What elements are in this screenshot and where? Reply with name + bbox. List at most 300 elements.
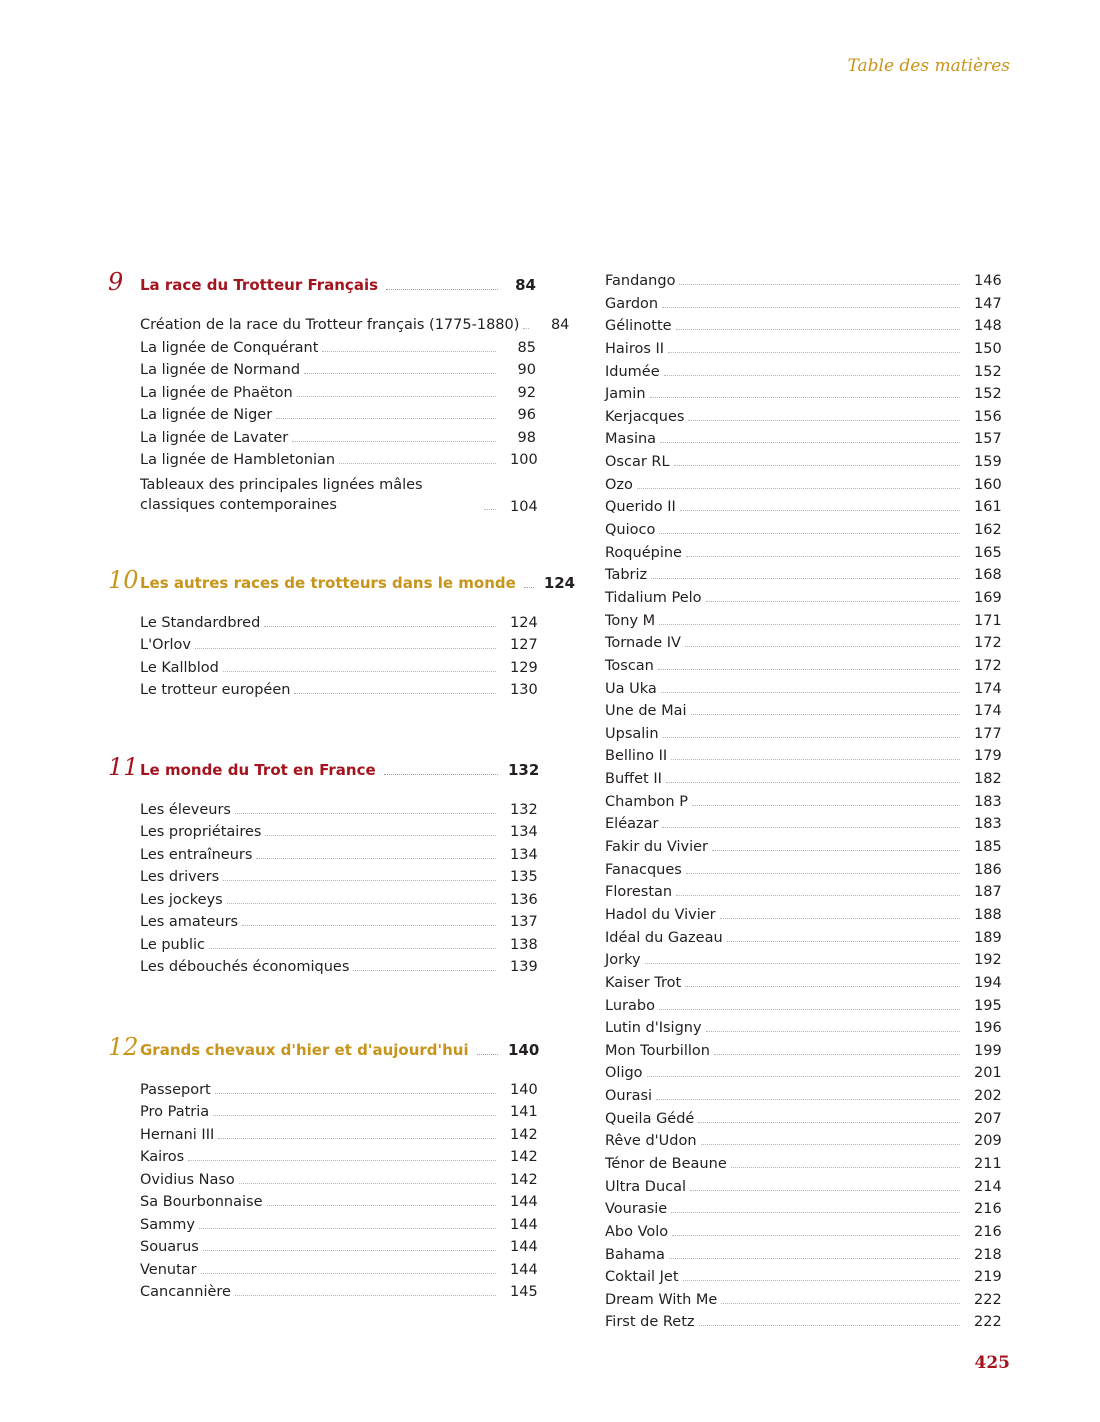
leader-dots <box>720 918 960 919</box>
toc-entry[interactable] <box>605 658 1000 681</box>
toc-entry[interactable] <box>605 771 1000 794</box>
leader-dots <box>664 375 960 376</box>
leader-dots <box>685 646 960 647</box>
entry-page: 138 <box>510 936 538 953</box>
toc-entry[interactable] <box>605 1088 1000 1111</box>
entry-label: Le public <box>140 936 205 953</box>
toc-entry[interactable] <box>605 1133 1000 1156</box>
toc-entry[interactable] <box>605 1179 1000 1202</box>
toc-entry[interactable] <box>140 1149 536 1172</box>
entry-page: 186 <box>974 861 1002 878</box>
toc-entry[interactable] <box>605 862 1000 885</box>
entry-page: 196 <box>974 1020 1002 1037</box>
entry-page: 148 <box>974 318 1002 335</box>
entry-label: Chambon P <box>605 793 688 810</box>
leader-dots <box>484 509 496 510</box>
leader-dots <box>671 759 960 760</box>
leader-dots <box>239 1183 496 1184</box>
leader-dots <box>637 488 960 489</box>
entry-label: Eléazar <box>605 816 659 833</box>
entry-label: Coktail Jet <box>605 1269 679 1286</box>
entry-label: Dream With Me <box>605 1291 718 1308</box>
entry-page: 136 <box>510 891 538 908</box>
toc-entry[interactable] <box>140 317 570 340</box>
toc-entry[interactable] <box>140 1284 536 1307</box>
leader-dots <box>223 880 496 881</box>
leader-dots <box>524 587 534 588</box>
entry-label: La lignée de Phaëton <box>140 384 293 401</box>
entry-page: 192 <box>974 952 1002 969</box>
entry-label: Les éleveurs <box>140 801 231 818</box>
toc-entry[interactable] <box>605 1020 1000 1043</box>
entry-label: Tableaux des principales lignées mâles classiques contemporaines <box>140 476 423 513</box>
entry-page: 177 <box>974 725 1002 742</box>
leader-dots <box>477 1054 498 1055</box>
page-number: 425 <box>974 1353 1010 1373</box>
toc-entry[interactable] <box>605 839 1000 862</box>
entry-label: Idéal du Gazeau <box>605 929 723 946</box>
toc-entry[interactable] <box>605 1224 1000 1247</box>
toc-entry[interactable] <box>140 1217 536 1240</box>
leader-dots <box>339 463 496 464</box>
entry-page: 183 <box>974 816 1002 833</box>
toc-entry[interactable] <box>605 409 1000 432</box>
toc-entry[interactable] <box>140 1104 536 1127</box>
toc-entry[interactable] <box>605 816 1000 839</box>
entry-label: Jorky <box>605 952 641 969</box>
leader-dots <box>294 693 496 694</box>
entry-label: Les propriétaires <box>140 824 262 840</box>
entry-label: Tornade IV <box>605 635 681 652</box>
entry-page: 209 <box>974 1133 1002 1150</box>
leader-dots <box>656 1099 960 1100</box>
toc-entry[interactable] <box>605 454 1000 477</box>
entry-label: Le Standardbred <box>140 614 261 631</box>
chapter-number: 10 <box>108 565 139 594</box>
entry-page: 159 <box>974 454 1002 471</box>
toc-entry[interactable] <box>605 341 1000 364</box>
entry-page: 172 <box>974 657 1002 674</box>
entry-label: Ua Uka <box>605 680 657 697</box>
leader-dots <box>659 1009 960 1010</box>
entry-label: Ultra Ducal <box>605 1178 687 1195</box>
entry-page: 162 <box>974 522 1002 539</box>
leader-dots <box>267 1205 496 1206</box>
entry-label: Une de Mai <box>605 703 687 720</box>
chapter-heading[interactable] <box>108 1032 540 1061</box>
chapter-heading[interactable] <box>108 752 540 781</box>
entry-label: Bahama <box>605 1246 665 1263</box>
entry-page: 182 <box>974 771 1002 788</box>
entry-label: Tony M <box>605 612 656 629</box>
toc-entry[interactable] <box>605 907 1000 930</box>
toc-entry[interactable] <box>605 1269 1000 1292</box>
leader-dots <box>680 510 960 511</box>
leader-dots <box>685 986 960 987</box>
entry-label: Le Kallblod <box>140 659 219 676</box>
leader-dots <box>666 782 960 783</box>
entry-label: Pro Patria <box>140 1104 210 1120</box>
entry-page: 207 <box>974 1110 1002 1127</box>
entry-page: 222 <box>974 1314 1002 1331</box>
entry-label: Kaiser Trot <box>605 974 682 991</box>
leader-dots <box>727 941 960 942</box>
entry-page: 216 <box>974 1201 1002 1218</box>
entry-label: Tidalium Pelo <box>605 589 702 606</box>
toc-entry[interactable] <box>140 660 536 683</box>
entry-page: 129 <box>510 659 538 676</box>
toc-entry[interactable] <box>140 959 536 982</box>
toc-entry[interactable] <box>605 273 1000 296</box>
entry-label: Mon Tourbillon <box>605 1042 710 1059</box>
entry-label: L'Orlov <box>140 637 191 653</box>
leader-dots <box>658 669 960 670</box>
entry-page: 152 <box>974 386 1002 403</box>
leader-dots <box>218 1138 496 1139</box>
toc-entry[interactable] <box>140 682 536 705</box>
leader-dots <box>699 1325 961 1326</box>
leader-dots <box>663 737 960 738</box>
leader-dots <box>659 624 960 625</box>
toc-entry[interactable] <box>140 452 536 475</box>
toc-entry[interactable] <box>140 362 536 385</box>
entry-label: Hernani III <box>140 1126 215 1143</box>
chapter-title: La race du Trotteur Français <box>140 276 379 294</box>
entry-page: 172 <box>974 635 1002 652</box>
leader-dots <box>199 1228 496 1229</box>
chapter-number: 12 <box>108 1032 139 1061</box>
entry-label: Fakir du Vivier <box>605 839 709 856</box>
entry-label: Querido II <box>605 499 676 516</box>
leader-dots <box>256 858 496 859</box>
entry-label: Les drivers <box>140 869 220 885</box>
entry-page: 187 <box>974 884 1002 901</box>
toc-entry[interactable] <box>140 914 536 937</box>
chapter-9 <box>108 268 570 515</box>
leader-dots <box>686 873 960 874</box>
entry-page: 96 <box>517 407 536 423</box>
toc-entry[interactable] <box>605 748 1000 771</box>
leader-dots <box>384 774 498 775</box>
entry-page: 127 <box>510 637 538 653</box>
toc-entry[interactable] <box>605 952 1000 975</box>
entry-page: 130 <box>510 682 538 698</box>
entry-page: 85 <box>517 339 536 356</box>
entry-label: Masina <box>605 431 657 448</box>
entry-page: 183 <box>974 793 1002 810</box>
leader-dots <box>692 805 960 806</box>
leader-dots <box>688 420 960 421</box>
toc-entry[interactable] <box>605 431 1000 454</box>
toc-entry[interactable] <box>140 637 536 660</box>
entry-page: 174 <box>974 680 1002 697</box>
leader-dots <box>662 827 960 828</box>
toc-entry[interactable] <box>605 545 1000 568</box>
entry-page: 144 <box>510 1239 538 1255</box>
entry-label: Upsalin <box>605 725 659 742</box>
toc-entry[interactable] <box>605 635 1000 658</box>
chapter-entries <box>140 802 536 982</box>
leader-dots <box>304 373 496 374</box>
leader-dots <box>674 465 960 466</box>
toc-entry[interactable] <box>605 1201 1000 1224</box>
leader-dots <box>659 533 960 534</box>
entry-page: 179 <box>974 748 1002 765</box>
entry-label: Kairos <box>140 1149 185 1165</box>
leader-dots <box>235 1295 496 1296</box>
leader-dots <box>721 1303 960 1304</box>
toc-entry[interactable] <box>140 802 536 825</box>
entry-label: Le trotteur européen <box>140 682 291 698</box>
entry-label: Ourasi <box>605 1088 653 1105</box>
entry-label: Fandango <box>605 273 676 289</box>
entry-label: Création de la race du Trotteur français (1775-1880) <box>140 317 520 333</box>
toc-entry[interactable] <box>605 499 1000 522</box>
leader-dots <box>714 1054 960 1055</box>
entry-page: 171 <box>974 612 1002 629</box>
toc-entry[interactable] <box>140 1262 536 1285</box>
leader-dots <box>523 328 529 329</box>
entry-label: Jamin <box>605 386 646 403</box>
chapter-entries <box>140 615 536 705</box>
entry-page: 169 <box>974 589 1002 606</box>
entry-page: 152 <box>974 363 1002 380</box>
entry-label: Sa Bourbonnaise <box>140 1194 263 1210</box>
toc-entry[interactable] <box>605 1292 1000 1315</box>
entry-page: 216 <box>974 1223 1002 1240</box>
toc-entry[interactable] <box>140 430 536 453</box>
toc-entry[interactable] <box>605 1314 1000 1337</box>
entry-page: 144 <box>510 1216 538 1233</box>
toc-entry[interactable] <box>605 998 1000 1021</box>
toc-entry[interactable] <box>140 1194 536 1217</box>
entry-page: 140 <box>510 1081 538 1098</box>
toc-entry[interactable] <box>140 1239 536 1262</box>
entry-label: Venutar <box>140 1261 197 1278</box>
entry-label: Hairos II <box>605 340 665 357</box>
leader-dots <box>676 895 960 896</box>
entry-label: Ozo <box>605 476 633 493</box>
entry-label: La lignée de Niger <box>140 407 273 423</box>
toc-entry[interactable] <box>605 386 1000 409</box>
toc-entry[interactable] <box>140 847 536 870</box>
entry-page: 132 <box>510 801 538 818</box>
entry-page: 84 <box>550 317 570 333</box>
toc-entry[interactable] <box>605 1156 1000 1179</box>
toc-entry[interactable] <box>605 975 1000 998</box>
toc-entry[interactable] <box>605 590 1000 613</box>
entry-label: Roquépine <box>605 544 682 561</box>
entry-page: 134 <box>510 824 538 840</box>
leader-dots <box>242 925 496 926</box>
toc-left-column <box>108 268 576 1307</box>
leader-dots <box>662 307 960 308</box>
entry-page: 124 <box>510 614 538 631</box>
entry-page: 139 <box>510 959 538 975</box>
leader-dots <box>386 289 498 290</box>
entry-label: First de Retz <box>605 1314 695 1331</box>
chapter-title: Les autres races de trotteurs dans le monde <box>140 573 516 592</box>
entry-page: 98 <box>517 429 536 446</box>
entry-page: 147 <box>974 295 1002 312</box>
toc-entry[interactable] <box>140 385 536 408</box>
leader-dots <box>264 626 496 627</box>
entry-label: Les entraîneurs <box>140 846 253 863</box>
leader-dots <box>691 714 961 715</box>
leader-dots <box>651 578 960 579</box>
toc-entry[interactable] <box>605 1065 1000 1088</box>
toc-entry[interactable] <box>605 613 1000 636</box>
chapter-heading[interactable] <box>108 268 536 296</box>
entry-label: Les débouchés économiques <box>140 959 350 975</box>
toc-entry[interactable] <box>140 824 536 847</box>
toc-entry[interactable] <box>605 930 1000 953</box>
leader-dots <box>660 442 960 443</box>
toc-entry[interactable] <box>605 1111 1000 1134</box>
chapter-page: 132 <box>508 760 540 779</box>
toc-entry[interactable] <box>140 937 536 960</box>
entry-label: Lutin d'Isigny <box>605 1020 702 1037</box>
leader-dots <box>701 1144 960 1145</box>
entry-label: La lignée de Hambletonian <box>140 452 336 468</box>
leader-dots <box>227 903 496 904</box>
entry-label: Hadol du Vivier <box>605 906 716 923</box>
entry-label: Souarus <box>140 1239 199 1255</box>
entry-label: Oscar RL <box>605 454 670 471</box>
chapter-entries <box>140 1082 536 1307</box>
leader-dots <box>647 1076 960 1077</box>
entry-label: Oligo <box>605 1065 643 1082</box>
leader-dots <box>690 1190 960 1191</box>
entry-label: Lurabo <box>605 997 655 1014</box>
entry-page: 134 <box>510 846 538 863</box>
entry-page: 144 <box>510 1261 538 1278</box>
chapter-number: 11 <box>108 752 139 781</box>
toc-entry[interactable] <box>605 884 1000 907</box>
entry-label: Kerjacques <box>605 408 685 425</box>
toc-entry[interactable] <box>605 726 1000 749</box>
toc-entry[interactable] <box>140 615 536 638</box>
toc-entry[interactable] <box>140 869 536 892</box>
toc-entry[interactable] <box>140 407 536 430</box>
toc-entry[interactable] <box>140 892 536 915</box>
entry-page: 161 <box>974 499 1002 516</box>
chapter-11 <box>108 752 540 982</box>
leader-dots <box>706 1031 960 1032</box>
entry-label: Gélinotte <box>605 318 672 335</box>
toc-entry[interactable] <box>605 681 1000 704</box>
leader-dots <box>235 813 496 814</box>
entry-page: 90 <box>517 362 536 378</box>
toc-entry[interactable] <box>140 475 536 515</box>
leader-dots <box>676 329 960 330</box>
toc-entry[interactable] <box>605 794 1000 817</box>
entry-page: 142 <box>510 1126 538 1143</box>
entry-page: 142 <box>510 1149 538 1165</box>
entry-page: 189 <box>974 929 1002 946</box>
running-head: Table des matières <box>847 56 1010 76</box>
toc-entry[interactable] <box>605 1043 1000 1066</box>
toc-entry[interactable] <box>605 522 1000 545</box>
toc-entry[interactable] <box>140 1172 536 1195</box>
leader-dots <box>731 1167 960 1168</box>
chapter-page: 84 <box>515 276 536 294</box>
entry-label: Les jockeys <box>140 891 223 908</box>
chapter-heading[interactable] <box>108 565 576 594</box>
leader-dots <box>672 1235 960 1236</box>
entry-page: 218 <box>974 1246 1002 1263</box>
leader-dots <box>223 671 496 672</box>
leader-dots <box>671 1212 960 1213</box>
entry-page: 157 <box>974 431 1002 448</box>
toc-entry[interactable] <box>605 703 1000 726</box>
entry-label: Quioco <box>605 522 656 539</box>
chapter-12 <box>108 1032 540 1307</box>
toc-entry[interactable] <box>140 1127 536 1150</box>
entry-page: 146 <box>974 273 1002 289</box>
chapter-title: Grands chevaux d'hier et d'aujourd'hui <box>140 1040 469 1059</box>
leader-dots <box>188 1160 496 1161</box>
entry-label: Florestan <box>605 884 673 901</box>
entry-label: Les amateurs <box>140 914 239 930</box>
entry-page: 150 <box>974 340 1002 357</box>
leader-dots <box>679 284 960 285</box>
entry-page: 135 <box>510 869 538 885</box>
entry-label: Cancannière <box>140 1284 231 1300</box>
toc-entry[interactable] <box>140 340 536 363</box>
entry-page: 185 <box>974 839 1002 856</box>
toc-entry[interactable] <box>605 364 1000 387</box>
entry-page: 195 <box>974 997 1002 1014</box>
leader-dots <box>276 418 496 419</box>
entry-label: Sammy <box>140 1216 195 1233</box>
leader-dots <box>292 441 496 442</box>
toc-entry[interactable] <box>605 477 1000 500</box>
entry-label: Buffet II <box>605 771 662 788</box>
toc-entry[interactable] <box>605 567 1000 590</box>
toc-entry[interactable] <box>605 318 1000 341</box>
entry-page: 188 <box>974 906 1002 923</box>
entry-label: Passeport <box>140 1081 211 1098</box>
leader-dots <box>712 850 960 851</box>
entry-label: La lignée de Lavater <box>140 429 289 446</box>
entry-label: Ovidius Naso <box>140 1171 235 1188</box>
entry-label: Queila Gédé <box>605 1110 695 1127</box>
entry-page: 168 <box>974 567 1002 584</box>
entry-page: 100 <box>510 452 538 468</box>
leader-dots <box>706 601 960 602</box>
entry-page: 104 <box>510 498 538 515</box>
leader-dots <box>265 835 496 836</box>
chapter-title: Le monde du Trot en France <box>140 760 376 779</box>
entry-page: 137 <box>510 914 538 930</box>
entry-page: 174 <box>974 703 1002 720</box>
toc-entry[interactable] <box>140 1082 536 1105</box>
leader-dots <box>645 963 960 964</box>
toc-entry[interactable] <box>605 1247 1000 1270</box>
leader-dots <box>209 948 496 949</box>
chapter-page: 140 <box>508 1040 540 1059</box>
toc-entry[interactable] <box>605 296 1000 319</box>
entry-label: Idumée <box>605 363 660 380</box>
entry-label: Bellino II <box>605 748 668 765</box>
entry-label: Ténor de Beaune <box>605 1155 727 1172</box>
leader-dots <box>213 1115 496 1116</box>
entry-label: Vourasie <box>605 1201 668 1218</box>
entry-label: Gardon <box>605 295 659 312</box>
entry-page: 222 <box>974 1291 1002 1308</box>
toc-right-column <box>605 273 1000 1337</box>
